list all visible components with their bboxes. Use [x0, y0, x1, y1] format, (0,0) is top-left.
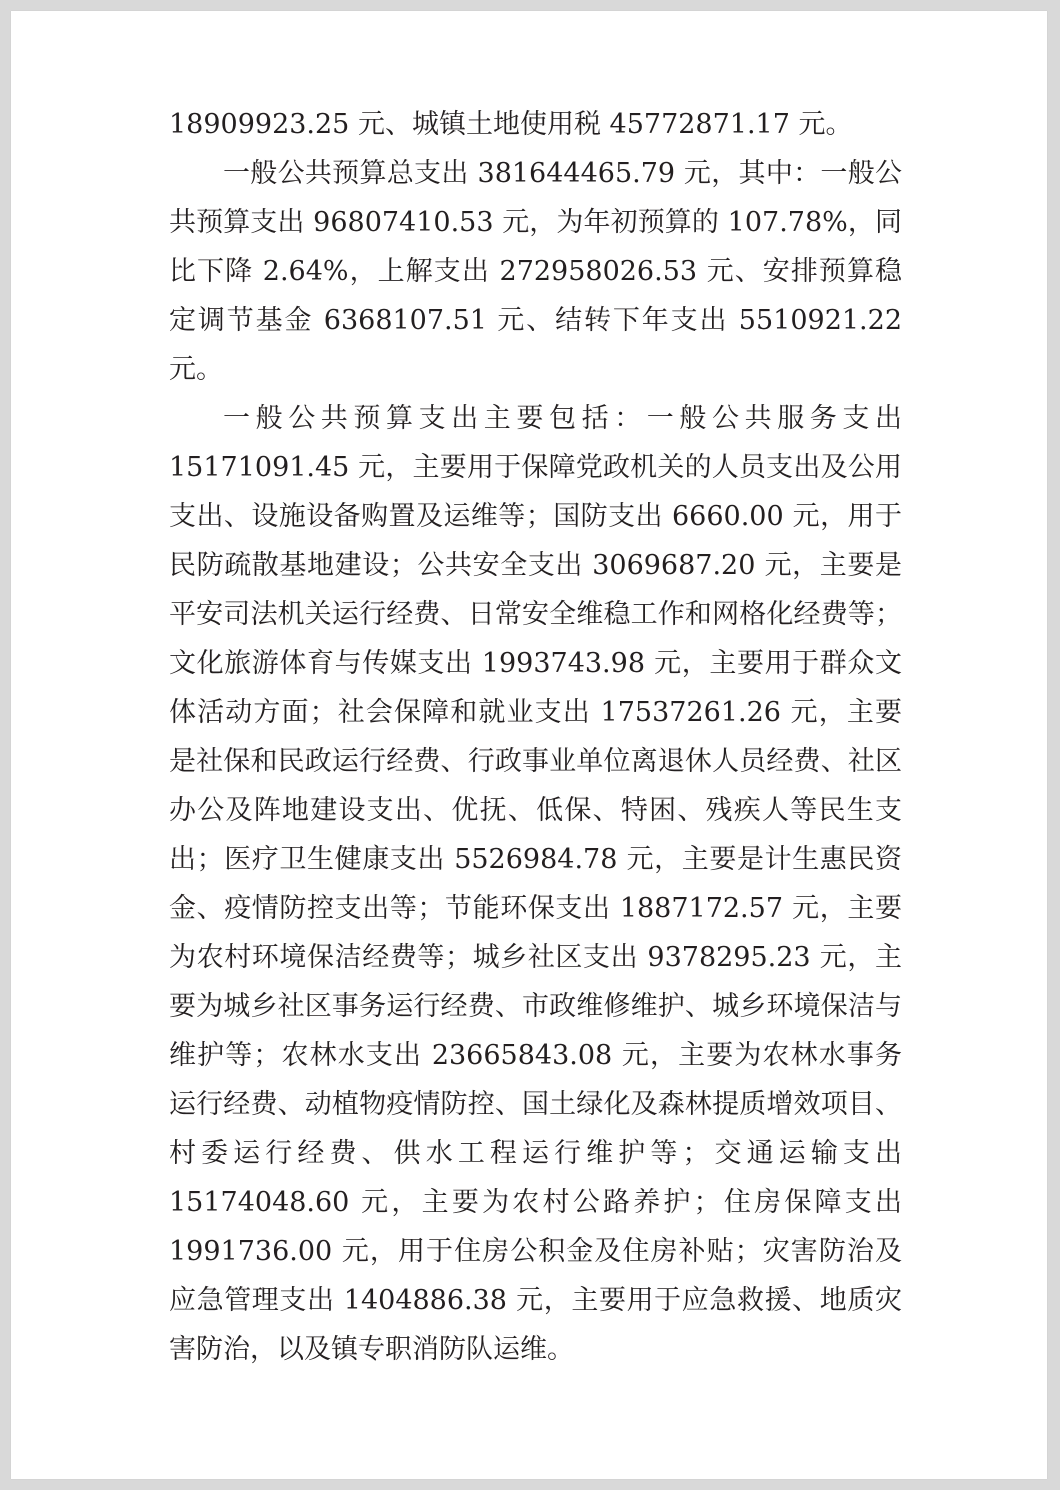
- paragraph-expenditure-breakdown: 一般公共预算支出主要包括：一般公共服务支出 15171091.45 元，主要用于保障党政机关的人员支出及公用支出、设施设备购置及运维等；国防支出 6660.00 元，用于民防疏散基地建设；公共安全支出 3069687.20 元，主要是平安司法机关运行经费、日常安全维稳工作和网格化经费等；文化旅游体育与传媒支出 1993743.98 元，主要用于群众文体活动方面；社会保障和就业支出 17537261.26 元，主要是社保和民政运行经费、行政事业单位离退休人员经费、社区办公及阵地建设支出、优抚、低保、特困、残疾人等民生支出；医疗卫生健康支出 5526984.78 元，主要是计生惠民资金、疫情防控支出等；节能环保支出 1887172.57 元，主要为农村环境保洁经费等；城乡社区支出 9378295.23 元，主要为城乡社区事务运行经费、市政维修维护、城乡环境保洁与维护等；农林水支出 23665843.08 元，主要为农林水事务运行经费、动植物疫情防控、国土绿化及森林提质增效项目、村委运行经费、供水工程运行维护等；交通运输支出 15174048.60 元，主要为农村公路养护；住房保障支出 1991736.00 元，用于住房公积金及住房补贴；灾害防治及应急管理支出 1404886.38 元，主要用于应急救援、地质灾害防治，以及镇专职消防队运维。: [169, 403, 902, 1365]
- document-page: [11, 11, 1047, 1479]
- paragraph-total-expenditure: 一般公共预算总支出 381644465.79 元，其中：一般公共预算支出 96807410.53 元，为年初预算的 107.78%，同比下降 2.64%，上解支出 272958026.53 元、安排预算稳定调节基金 6368107.51 元、结转下年支出 5510921.22 元。: [169, 158, 902, 385]
- document-body: [169, 100, 902, 1374]
- paragraph-continued: 18909923.25 元、城镇土地使用税 45772871.17 元。: [169, 109, 853, 140]
